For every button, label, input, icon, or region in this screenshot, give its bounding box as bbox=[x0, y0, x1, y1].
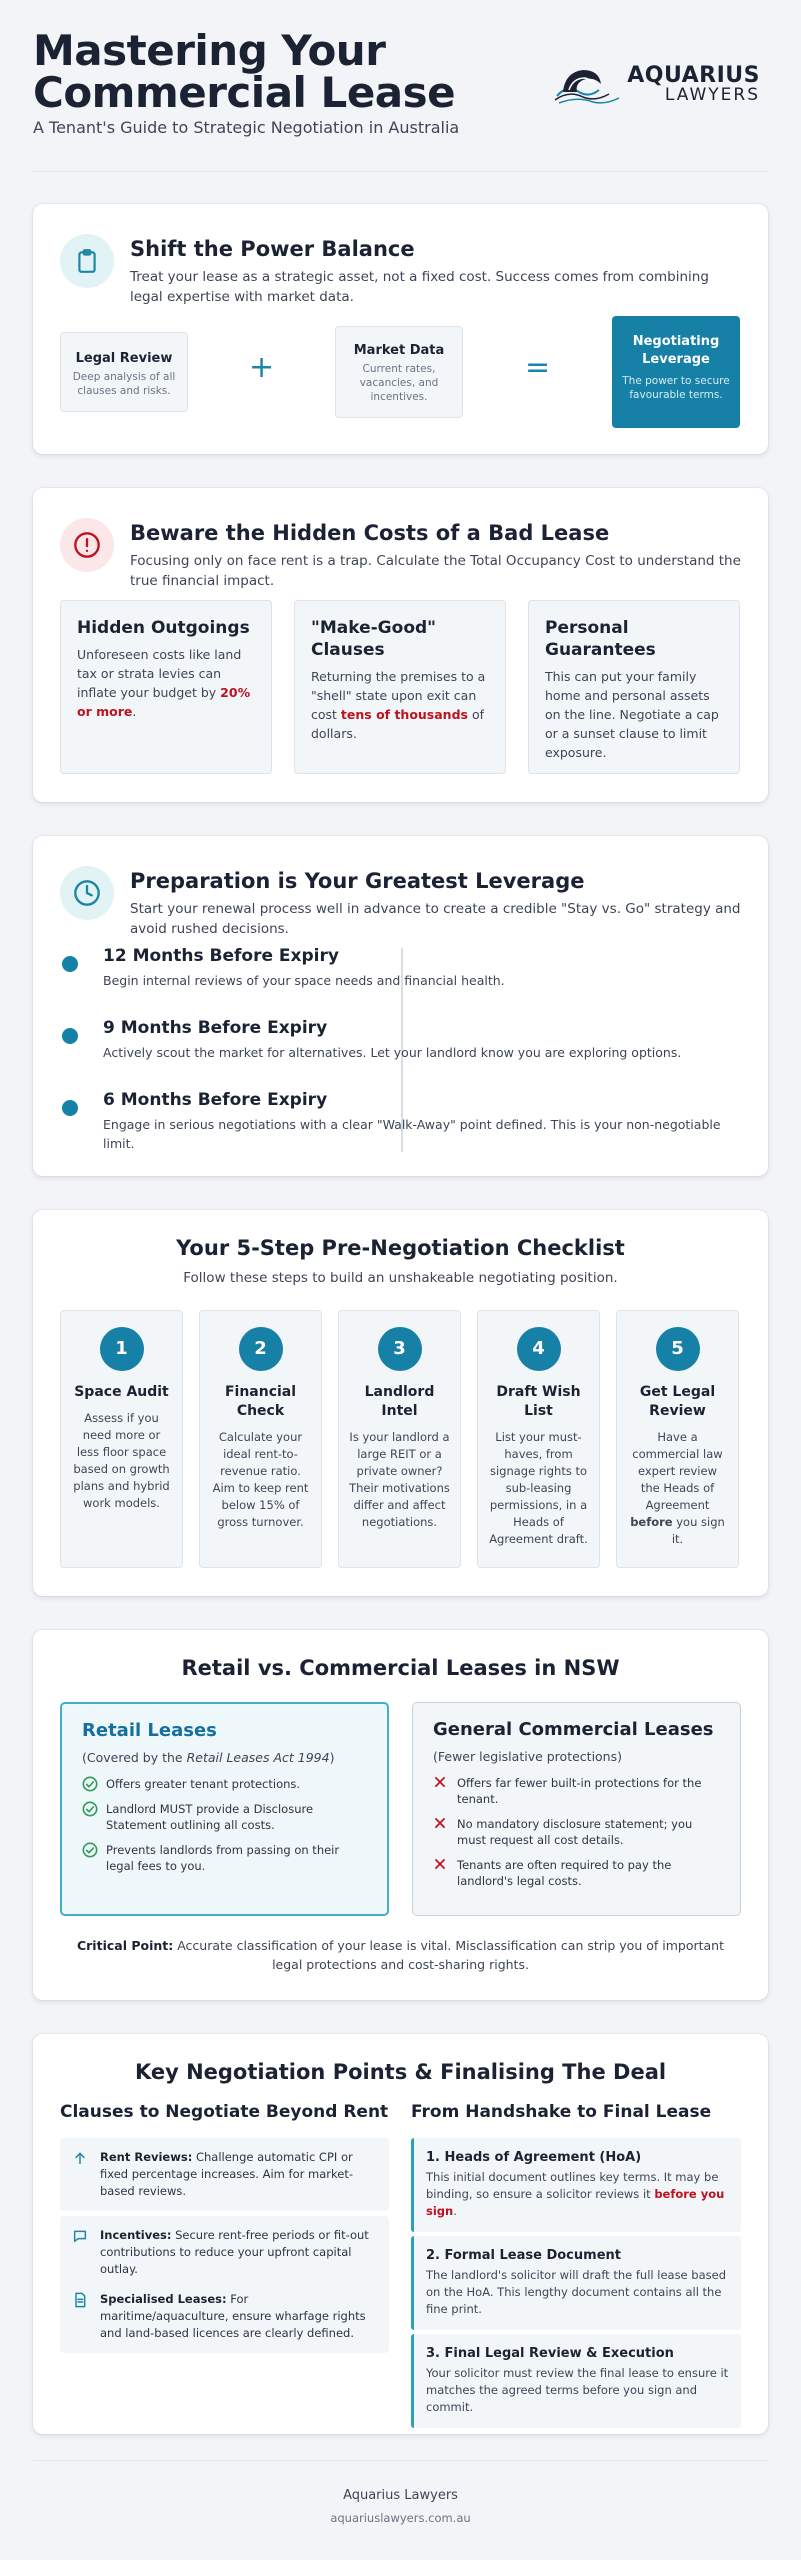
checklist-title: Your 5-Step Pre-Negotiation Checklist bbox=[176, 1236, 625, 1260]
commercial-list bbox=[433, 1775, 720, 1889]
arrow-up-icon bbox=[72, 2150, 88, 2170]
clipboard-icon bbox=[60, 234, 114, 288]
step-desc: Have a commercial law expert review the Heads of Agreement before you sign it. bbox=[630, 1430, 725, 1546]
stage-desc: The landlord's solicitor will draft the full lease based on the HoA. This lengthy document contains all the fine print. bbox=[426, 2268, 726, 2316]
title-line-2: Commercial Lease bbox=[33, 68, 456, 117]
cost-box-outgoings bbox=[60, 600, 272, 774]
step-title: Draft Wish List bbox=[496, 1384, 581, 1419]
clause-specialised-leases bbox=[60, 2280, 389, 2353]
step-highlight: before bbox=[630, 1515, 673, 1529]
step-title: Financial Check bbox=[224, 1384, 297, 1419]
cost-highlight: 20% or more bbox=[77, 685, 251, 719]
chat-icon bbox=[72, 2228, 88, 2248]
cost-box-make-good bbox=[294, 600, 506, 774]
market-data-box bbox=[335, 326, 463, 418]
stage-desc: Your solicitor must review the final lease to ensure it matches the agreed terms before you sign and commit. bbox=[426, 2366, 729, 2414]
list-item: Tenants are often required to pay the landlord's legal costs. bbox=[433, 1857, 720, 1889]
clause-text: Rent Reviews: Challenge automatic CPI or fixed percentage increases. Aim for market-based reviews. bbox=[100, 2150, 353, 2198]
step-number: 4 bbox=[517, 1327, 561, 1371]
timeline-dot bbox=[62, 1100, 78, 1116]
checklist-step-2 bbox=[199, 1310, 322, 1568]
checklist-step-5 bbox=[616, 1310, 739, 1568]
footer-website-link[interactable]: aquariuslawyers.com.au bbox=[330, 2511, 471, 2525]
hidden-costs-title: Beware the Hidden Costs of a Bad Lease bbox=[130, 521, 610, 545]
clause-rent-reviews bbox=[60, 2138, 389, 2211]
page-title bbox=[33, 26, 456, 117]
plus-sign: + bbox=[249, 350, 275, 385]
power-balance-card bbox=[33, 204, 768, 454]
cost-title: Hidden Outgoings bbox=[77, 618, 250, 638]
document-icon bbox=[72, 2292, 88, 2312]
check-circle-icon bbox=[82, 1776, 98, 1796]
title-line-1: Mastering Your bbox=[33, 26, 386, 75]
stage-title: 3. Final Legal Review & Execution bbox=[426, 2346, 674, 2361]
logo-line-2: LAWYERS bbox=[664, 84, 760, 105]
wave-logo-icon bbox=[553, 62, 623, 106]
stage-title: 1. Heads of Agreement (HoA) bbox=[426, 2150, 642, 2165]
list-item: No mandatory disclosure statement; you must request all cost details. bbox=[433, 1816, 720, 1848]
step-desc: List your must-haves, from signage rights to sub-leasing permissions, in a Heads of Agreement draft. bbox=[489, 1430, 588, 1546]
cost-title: "Make-Good" Clauses bbox=[311, 618, 437, 660]
market-data-desc: Current rates, vacancies, and incentives. bbox=[359, 363, 439, 403]
commercial-subtitle: (Fewer legislative protections) bbox=[433, 1749, 622, 1764]
stage-desc: This initial document outlines key terms. It may be binding, so ensure a solicitor reviews it before you sign. bbox=[426, 2170, 725, 2218]
timeline-desc: Actively scout the market for alternatives. Let your landlord know you are exploring options. bbox=[103, 1045, 682, 1060]
step-number: 2 bbox=[239, 1327, 283, 1371]
timeline-dot bbox=[62, 1028, 78, 1044]
preparation-title: Preparation is Your Greatest Leverage bbox=[130, 869, 585, 893]
step-number: 3 bbox=[378, 1327, 422, 1371]
hidden-costs-card bbox=[33, 488, 768, 802]
commercial-title: General Commercial Leases bbox=[433, 1719, 714, 1740]
cost-desc: Returning the premises to a "shell" state upon exit can cost tens of thousands of dollars. bbox=[311, 669, 486, 741]
timeline-title: 9 Months Before Expiry bbox=[103, 1018, 328, 1038]
stage-highlight: before you sign bbox=[426, 2187, 725, 2218]
header bbox=[33, 0, 768, 172]
logo-line-1: AQUARIUS bbox=[627, 62, 760, 88]
stage-final-review bbox=[411, 2334, 741, 2428]
timeline-desc: Engage in serious negotiations with a clear "Walk-Away" point defined. This is your non-negotiable limit. bbox=[103, 1117, 721, 1151]
page-subtitle: A Tenant's Guide to Strategic Negotiation in Australia bbox=[33, 118, 460, 137]
comparison-title: Retail vs. Commercial Leases in NSW bbox=[181, 1656, 620, 1680]
hidden-costs-desc: Focusing only on face rent is a trap. Calculate the Total Occupancy Cost to understand the true financial impact. bbox=[130, 553, 741, 589]
cost-box-guarantees bbox=[528, 600, 740, 774]
preparation-desc: Start your renewal process well in advance to create a credible "Stay vs. Go" strategy and avoid rushed decisions. bbox=[130, 901, 741, 937]
clause-incentives bbox=[60, 2216, 389, 2289]
retail-list bbox=[82, 1776, 367, 1874]
footer-firm-name: Aquarius Lawyers bbox=[343, 2488, 458, 2503]
cost-desc: Unforeseen costs like land tax or strata levies can inflate your budget by 20% or more. bbox=[77, 647, 251, 719]
list-item: Offers greater tenant protections. bbox=[82, 1776, 367, 1792]
timeline-title: 12 Months Before Expiry bbox=[103, 946, 339, 966]
commercial-leases-box bbox=[412, 1702, 741, 1916]
cost-desc: This can put your family home and personal assets on the line. Negotiate a cap or a sunset clause to limit exposure. bbox=[545, 669, 719, 760]
clock-icon bbox=[60, 866, 114, 920]
checklist-subtitle: Follow these steps to build an unshakeable negotiating position. bbox=[183, 1270, 618, 1286]
retail-title: Retail Leases bbox=[82, 1720, 217, 1741]
negotiating-leverage-box bbox=[612, 316, 740, 428]
cross-icon bbox=[433, 1816, 447, 1834]
step-desc: Assess if you need more or less floor space based on growth plans and hybrid work models. bbox=[73, 1411, 170, 1510]
legal-review-box bbox=[60, 332, 188, 412]
cross-icon bbox=[433, 1857, 447, 1875]
step-title: Space Audit bbox=[74, 1384, 169, 1400]
step-number: 1 bbox=[100, 1327, 144, 1371]
alert-icon bbox=[60, 518, 114, 572]
checklist-step-1 bbox=[60, 1310, 183, 1568]
negotiation-title: Key Negotiation Points & Finalising The Deal bbox=[134, 2060, 667, 2084]
clause-text: Specialised Leases: For maritime/aquaculture, ensure wharfage rights and land-based licences are clearly defined. bbox=[100, 2292, 366, 2340]
lease-comparison-card bbox=[33, 1630, 768, 2000]
footer bbox=[0, 2488, 801, 2525]
timeline-title: 6 Months Before Expiry bbox=[103, 1090, 328, 1110]
market-data-title: Market Data bbox=[353, 343, 445, 358]
step-desc: Calculate your ideal rent-to-revenue ratio. Aim to keep rent below 15% of gross turnover. bbox=[212, 1430, 309, 1529]
power-balance-title: Shift the Power Balance bbox=[130, 237, 415, 261]
clause-text: Incentives: Secure rent-free periods or fit-out contributions to reduce your upfront capital outlay. bbox=[100, 2228, 369, 2276]
power-balance-desc: Treat your lease as a strategic asset, not a fixed cost. Success comes from combining legal expertise with market data. bbox=[130, 269, 709, 305]
check-circle-icon bbox=[82, 1842, 98, 1862]
logo bbox=[553, 60, 760, 108]
legal-review-title: Legal Review bbox=[75, 351, 173, 366]
stages-column-title: From Handshake to Final Lease bbox=[411, 2102, 712, 2122]
clauses-column-title: Clauses to Negotiate Beyond Rent bbox=[60, 2102, 389, 2122]
timeline-desc: Begin internal reviews of your space needs and financial health. bbox=[103, 973, 505, 988]
retail-leases-box bbox=[60, 1702, 389, 1916]
footer-divider bbox=[33, 2460, 768, 2461]
preparation-card bbox=[33, 836, 768, 1176]
critical-label: Critical Point: bbox=[76, 1938, 174, 1953]
step-title: Landlord Intel bbox=[364, 1384, 435, 1419]
check-circle-icon bbox=[82, 1801, 98, 1821]
leverage-title: Negotiating Leverage bbox=[632, 334, 720, 367]
stage-formal-lease bbox=[411, 2236, 741, 2330]
cross-icon bbox=[433, 1775, 447, 1793]
list-item: Prevents landlords from passing on their legal fees to you. bbox=[82, 1842, 367, 1874]
cost-title: Personal Guarantees bbox=[545, 618, 656, 660]
step-title: Get Legal Review bbox=[639, 1384, 716, 1419]
checklist-card bbox=[33, 1210, 768, 1596]
equals-sign: = bbox=[525, 350, 551, 385]
step-number: 5 bbox=[656, 1327, 700, 1371]
list-item: Offers far fewer built-in protections for the tenant. bbox=[433, 1775, 720, 1807]
list-item: Landlord MUST provide a Disclosure Statement outlining all costs. bbox=[82, 1801, 367, 1833]
checklist-step-3 bbox=[338, 1310, 461, 1568]
checklist-step-4 bbox=[477, 1310, 600, 1568]
critical-point-note: Critical Point: Accurate classification of your lease is vital. Misclassification can strip you of important legal protections and cost-sharing rights. bbox=[76, 1938, 725, 1972]
negotiation-card bbox=[33, 2034, 768, 2434]
leverage-desc: The power to secure favourable terms. bbox=[622, 375, 730, 401]
cost-highlight: tens of thousands bbox=[340, 707, 468, 722]
stage-title: 2. Formal Lease Document bbox=[426, 2248, 621, 2263]
timeline-dot bbox=[62, 956, 78, 972]
step-desc: Is your landlord a large REIT or a private owner? Their motivations differ and affect negotiations. bbox=[349, 1430, 450, 1529]
retail-subtitle: (Covered by the Retail Leases Act 1994) bbox=[82, 1750, 335, 1765]
stage-heads-of-agreement bbox=[411, 2138, 741, 2232]
legal-review-desc: Deep analysis of all clauses and risks. bbox=[72, 371, 176, 397]
